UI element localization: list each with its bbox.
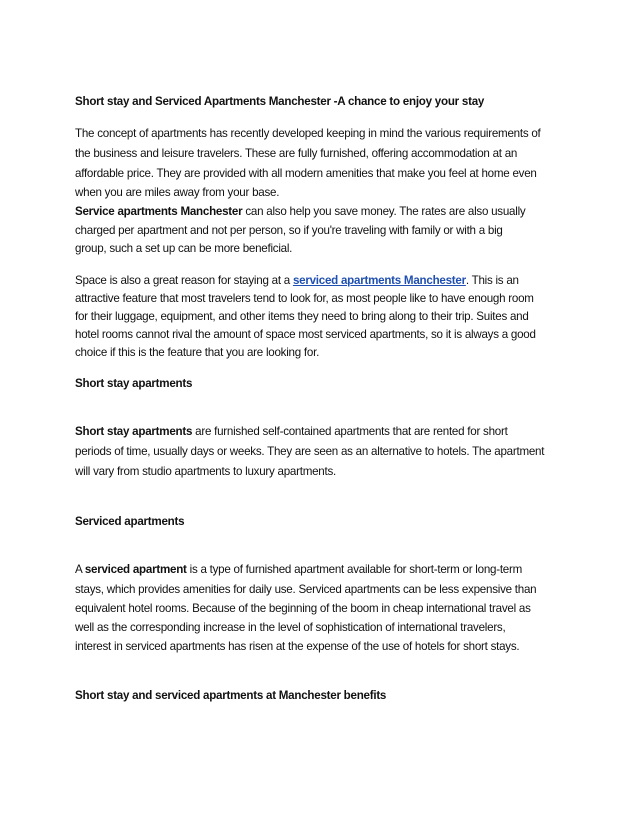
paragraph-line: for their luggage, equipment, and other items they need to bring along to their trip. Suites and [75, 310, 529, 323]
text-run: . This is an [465, 274, 519, 287]
paragraph-line [75, 204, 525, 219]
paragraph-line: will vary from studio apartments to luxury apartments. [75, 465, 336, 478]
paragraph-line: charged per apartment and not per person, so if you're traveling with family or with a big [75, 224, 503, 237]
paragraph-line: periods of time, usually days or weeks. They are seen as an alternative to hotels. The apartment [75, 445, 545, 458]
paragraph-line [75, 562, 522, 577]
serviced-apartments-link[interactable]: serviced apartments Manchester [292, 274, 466, 287]
text-run: is a type of furnished apartment available for short-term or long-term [186, 563, 523, 576]
paragraph-line: stays, which provides amenities for daily use. Serviced apartments can be less expensive than [75, 583, 537, 596]
paragraph-line: interest in serviced apartments has risen at the expense of the use of hotels for short stays. [75, 640, 520, 653]
section-heading: Short stay and serviced apartments at Manchester benefits [75, 689, 387, 702]
text-run: Space is also a great reason for staying at a [75, 274, 293, 287]
document-title: Short stay and Serviced Apartments Manchester -A chance to enjoy your stay [75, 95, 485, 108]
paragraph-line [75, 424, 508, 439]
paragraph-line: choice if this is the feature that you are looking for. [75, 346, 320, 359]
paragraph-line: well as the corresponding increase in the level of sophistication of international travelers, [75, 621, 506, 634]
bold-phrase: Service apartments Manchester [75, 205, 243, 218]
paragraph-line: The concept of apartments has recently developed keeping in mind the various requirements of [75, 127, 541, 140]
paragraph-line: when you are miles away from your base. [75, 186, 280, 199]
paragraph-line: attractive feature that most travelers tend to look for, as most people like to have enough room [75, 292, 534, 305]
paragraph-line: the business and leisure travelers. These are fully furnished, offering accommodation at an [75, 147, 518, 160]
bold-phrase: Short stay apartments [75, 425, 193, 438]
paragraph-line: hotel rooms cannot rival the amount of space most serviced apartments, so it is always a good [75, 328, 536, 341]
text-run: can also help you save money. The rates are also usually [242, 205, 526, 218]
text-run: A [75, 563, 85, 576]
bold-phrase: serviced apartment [84, 563, 187, 576]
paragraph-line: affordable price. They are provided with all modern amenities that make you feel at home even [75, 167, 537, 180]
paragraph-line: equivalent hotel rooms. Because of the beginning of the boom in cheap international travel as [75, 602, 531, 615]
section-heading: Short stay apartments [75, 377, 193, 390]
paragraph-line: group, such a set up can be more beneficial. [75, 242, 293, 255]
section-heading: Serviced apartments [75, 515, 185, 528]
paragraph-line [75, 273, 519, 288]
text-run: are furnished self-contained apartments that are rented for short [192, 425, 508, 438]
